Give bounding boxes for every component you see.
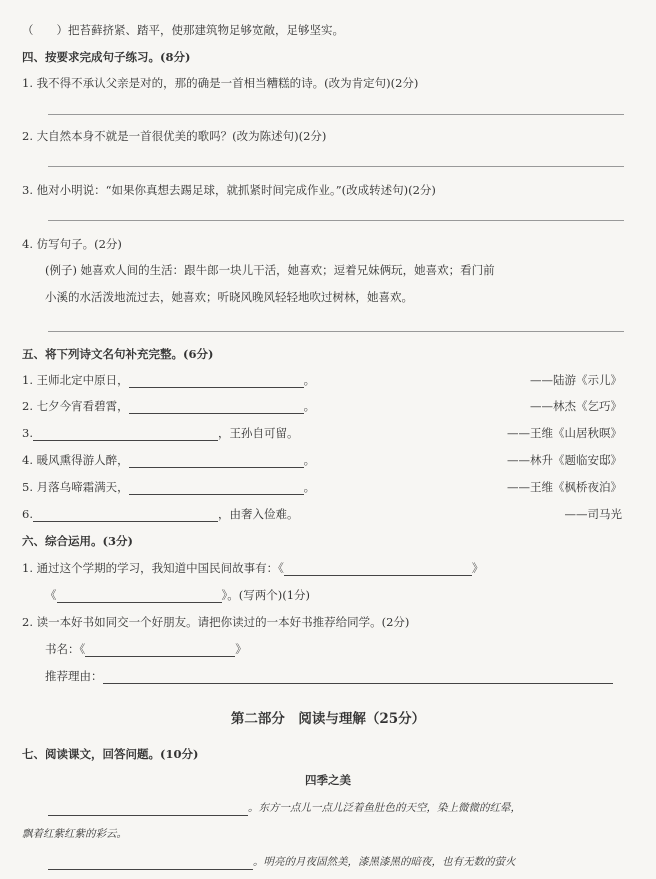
answer-line[interactable] — [48, 331, 624, 332]
answer-line[interactable] — [48, 220, 624, 221]
poem-source-3: ——王维《山居秋暝》 — [507, 426, 622, 440]
poem-source-4: ——林升《题临安邸》 — [507, 453, 622, 467]
story-blank-2[interactable] — [57, 590, 222, 603]
book-name-label: 书名：《 — [45, 642, 86, 656]
poem-blank[interactable] — [129, 482, 304, 495]
poem-item-prefix: 5. 月落乌啼霜满天， — [22, 480, 129, 494]
poem-item-prefix: 2. 七夕今宵看碧霄， — [22, 399, 129, 413]
q6-1-line2 — [45, 587, 310, 603]
poem-item-prefix: 1. 王师北定中原日， — [22, 373, 129, 387]
answer-line[interactable] — [48, 166, 624, 167]
answer-line[interactable] — [48, 114, 624, 115]
q6-1-line1 — [22, 560, 483, 576]
poem-item-suffix: ，王孙自可留。 — [217, 426, 299, 440]
poem-blank[interactable] — [129, 401, 304, 414]
poem-item-prefix: 4. 暖风熏得游人醉， — [22, 453, 129, 467]
poem-item-suffix: 。 — [303, 453, 316, 467]
q4-1: 1. 我不得不承认父亲是对的，那的确是一首相当糟糕的诗。(改为肯定句)(2分) — [22, 76, 419, 90]
reason-line — [45, 668, 613, 684]
section4-title: 四、按要求完成句子练习。(8分) — [22, 50, 191, 64]
book-name-close: 》 — [235, 642, 247, 656]
section7-title: 七、阅读课文，回答问题。(10分) — [22, 747, 199, 761]
poem-item-prefix: 3. — [22, 426, 33, 440]
book-name-blank[interactable] — [85, 644, 235, 657]
q6-1-close: 》 — [471, 561, 484, 575]
poem-item-1 — [22, 372, 315, 388]
q6-2: 2. 读一本好书如同交一个好朋友。请把你读过的一本好书推荐给同学。(2分) — [22, 615, 410, 629]
story-blank-1[interactable] — [284, 563, 472, 576]
poem-item-3 — [22, 425, 298, 441]
reading-para2-text: 。明亮的月夜固然美，漆黑漆黑的暗夜，也有无数的萤火 — [253, 856, 516, 868]
reading-blank-1[interactable] — [48, 803, 248, 816]
reading-title: 四季之美 — [305, 773, 351, 787]
poem-source-1: ——陆游《示儿》 — [530, 373, 622, 387]
q4-3: 3. 他对小明说：“如果你真想去踢足球，就抓紧时间完成作业。”(改成转述句)(2分) — [22, 183, 436, 197]
reason-label: 推荐理由： — [45, 669, 103, 683]
poem-blank[interactable] — [33, 509, 218, 522]
reading-para1-text: 。东方一点儿一点儿泛着鱼肚色的天空，染上微微的红晕， — [248, 802, 521, 814]
q4-2: 2. 大自然本身不就是一首很优美的歌吗？(改为陈述句)(2分) — [22, 129, 327, 143]
poem-item-6 — [22, 506, 298, 522]
reading-para1 — [48, 800, 521, 816]
poem-blank[interactable] — [129, 375, 304, 388]
top-fill-line: （ ）把苔藓挤紧、踏平，使那建筑物足够宽敞，足够坚实。 — [22, 23, 344, 37]
book-name-line — [45, 641, 247, 657]
reading-para2 — [48, 854, 516, 870]
q4-4-example-line2: 小溪的水活泼地流过去，她喜欢；听晓风晚风轻轻地吹过树林，她喜欢。 — [45, 290, 413, 304]
poem-item-2 — [22, 398, 315, 414]
reason-blank[interactable] — [103, 671, 613, 684]
poem-source-5: ——王维《枫桥夜泊》 — [507, 480, 622, 494]
q6-1-end: 》。(写两个)(1分) — [221, 588, 311, 602]
poem-item-suffix: 。 — [303, 373, 316, 387]
poem-blank[interactable] — [33, 428, 218, 441]
poem-source-6: ——司马光 — [564, 507, 622, 521]
poem-item-prefix: 6. — [22, 507, 33, 521]
part2-title: 第二部分 阅读与理解（25分） — [230, 711, 426, 727]
q4-4-example-line1: (例子) 她喜欢人间的生活：跟牛郎一块儿干活，她喜欢；逗着兄妹俩玩，她喜欢；看门前 — [45, 263, 495, 277]
q4-4: 4. 仿写句子。(2分) — [22, 237, 122, 251]
poem-item-5 — [22, 479, 315, 495]
section6-title: 六、综合运用。(3分) — [22, 534, 133, 548]
poem-item-suffix: 。 — [303, 480, 316, 494]
reading-blank-2[interactable] — [48, 857, 253, 870]
section5-title: 五、将下列诗文名句补充完整。(6分) — [22, 347, 214, 361]
poem-item-suffix: 。 — [303, 399, 316, 413]
q6-1-open: 《 — [45, 588, 57, 602]
poem-source-2: ——林杰《乞巧》 — [530, 399, 622, 413]
poem-item-suffix: ，由奢入俭难。 — [217, 507, 299, 521]
poem-blank[interactable] — [129, 455, 304, 468]
reading-para1-line2: 飘着红紫红紫的彩云。 — [22, 828, 127, 840]
poem-item-4 — [22, 452, 315, 468]
q6-1-text: 1. 通过这个学期的学习，我知道中国民间故事有：《 — [22, 561, 284, 575]
